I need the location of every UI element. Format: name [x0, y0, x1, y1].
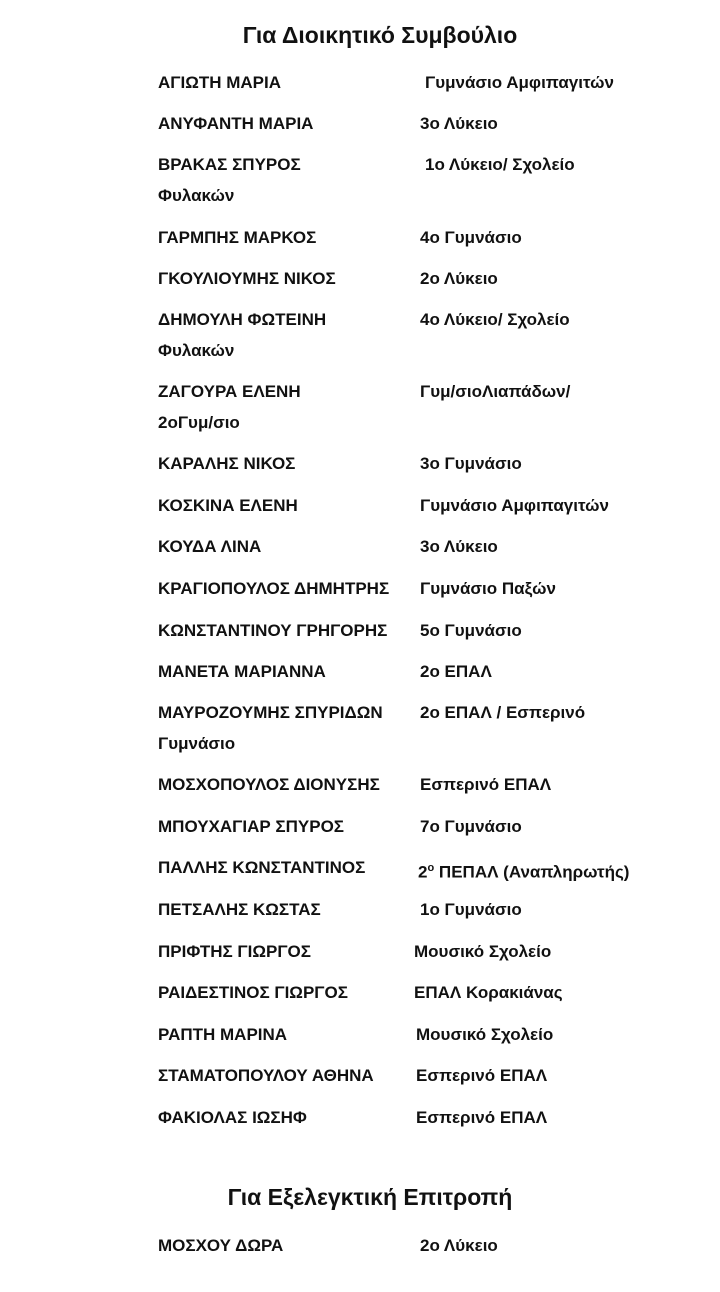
candidate-school: Γυμνάσιο Αμφιπαγιτών — [425, 73, 614, 92]
candidate-school: 1ο Λύκειο/ Σχολείο — [425, 155, 575, 174]
board-section-title: Για Διοικητικό Συμβούλιο — [242, 22, 518, 48]
candidate-school: 2ο Λύκειο — [420, 269, 498, 288]
candidate-name: ΑΓΙΩΤΗ ΜΑΡΙΑ — [158, 73, 282, 92]
candidate-school: Γυμνάσιο Αμφιπαγιτών — [420, 496, 609, 515]
candidate-school: Γυμνάσιο Παξών — [420, 579, 556, 598]
candidate-school: 2ο Λύκειο — [420, 1236, 498, 1255]
candidate-name: ΔΗΜΟΥΛΗ ΦΩΤΕΙΝΗ — [158, 310, 327, 329]
candidate-continuation: Γυμνάσιο — [158, 734, 236, 753]
audit-section-title: Για Εξελεγκτική Επιτροπή — [227, 1184, 513, 1210]
candidate-name: ΜΑΝΕΤΑ ΜΑΡΙΑΝΝΑ — [158, 662, 326, 681]
candidate-school: Εσπερινό ΕΠΑΛ — [420, 775, 552, 794]
candidate-name: ΚΟΥΔΑ ΛΙΝΑ — [158, 537, 262, 556]
candidate-name: ΓΚΟΥΛΙΟΥΜΗΣ ΝΙΚΟΣ — [158, 269, 336, 288]
candidate-name: ΜΑΥΡΟΖΟΥΜΗΣ ΣΠΥΡΙΔΩΝ — [158, 703, 383, 722]
candidate-school: 3ο Γυμνάσιο — [420, 454, 522, 473]
candidate-school: 5ο Γυμνάσιο — [420, 621, 522, 640]
candidate-continuation: Φυλακών — [158, 341, 235, 360]
candidate-school: ΕΠΑΛ Κορακιάνας — [414, 983, 563, 1002]
candidate-name: ΠΑΛΛΗΣ ΚΩΝΣΤΑΝΤΙΝΟΣ — [158, 858, 366, 877]
candidate-name: ΑΝΥΦΑΝΤΗ ΜΑΡΙΑ — [158, 114, 314, 133]
candidate-name: ΚΡΑΓΙΟΠΟΥΛΟΣ ΔΗΜΗΤΡΗΣ — [158, 579, 390, 598]
candidate-name: ΡΑΠΤΗ ΜΑΡΙΝΑ — [158, 1025, 288, 1044]
candidate-name: ΜΟΣΧΟΠΟΥΛΟΣ ΔΙΟΝΥΣΗΣ — [158, 775, 380, 794]
candidate-school: Εσπερινό ΕΠΑΛ — [416, 1066, 548, 1085]
candidate-school: 1ο Γυμνάσιο — [420, 900, 522, 919]
candidate-continuation: 2οΓυμ/σιο — [158, 413, 240, 432]
candidate-school: $2^o$ ΠΕΠΑΛ (Αναπληρωτής) — [418, 862, 630, 882]
candidate-school: Μουσικό Σχολείο — [416, 1025, 554, 1044]
candidate-name: ΒΡΑΚΑΣ ΣΠΥΡΟΣ — [158, 155, 301, 174]
candidate-school: 7ο Γυμνάσιο — [420, 817, 522, 836]
candidate-name: ΦΑΚΙΟΛΑΣ ΙΩΣΗΦ — [158, 1108, 307, 1127]
candidate-school: Εσπερινό ΕΠΑΛ — [416, 1108, 548, 1127]
candidate-name: ΜΟΣΧΟΥ ΔΩΡΑ — [158, 1236, 284, 1255]
candidate-name: ΚΑΡΑΛΗΣ ΝΙΚΟΣ — [158, 454, 296, 473]
candidate-name: ΚΟΣΚΙΝΑ ΕΛΕΝΗ — [158, 496, 298, 515]
candidate-name: ΖΑΓΟΥΡΑ ΕΛΕΝΗ — [158, 382, 301, 401]
candidate-name: ΣΤΑΜΑΤΟΠΟΥΛΟΥ ΑΘΗΝΑ — [158, 1066, 374, 1085]
candidate-name: ΠΡΙΦΤΗΣ ΓΙΩΡΓΟΣ — [158, 942, 311, 961]
candidate-name: ΚΩΝΣΤΑΝΤΙΝΟΥ ΓΡΗΓΟΡΗΣ — [158, 621, 388, 640]
candidate-school: 4ο Γυμνάσιο — [420, 228, 522, 247]
candidate-school: Γυμ/σιοΛιαπάδων/ — [420, 382, 571, 401]
candidate-school: 4ο Λύκειο/ Σχολείο — [420, 310, 570, 329]
candidate-school: 3ο Λύκειο — [420, 114, 498, 133]
candidate-name: ΡΑΙΔΕΣΤΙΝΟΣ ΓΙΩΡΓΟΣ — [158, 983, 348, 1002]
candidate-school: Μουσικό Σχολείο — [414, 942, 552, 961]
candidate-school: 2ο ΕΠΑΛ / Εσπερινό — [420, 703, 586, 722]
candidate-school: 2ο ΕΠΑΛ — [420, 662, 492, 681]
candidate-school: 3ο Λύκειο — [420, 537, 498, 556]
candidate-name: ΠΕΤΣΑΛΗΣ ΚΩΣΤΑΣ — [158, 900, 321, 919]
candidate-name: ΓΑΡΜΠΗΣ ΜΑΡΚΟΣ — [158, 228, 317, 247]
candidate-continuation: Φυλακών — [158, 186, 235, 205]
candidate-name: ΜΠΟΥΧΑΓΙΑΡ ΣΠΥΡΟΣ — [158, 817, 345, 836]
